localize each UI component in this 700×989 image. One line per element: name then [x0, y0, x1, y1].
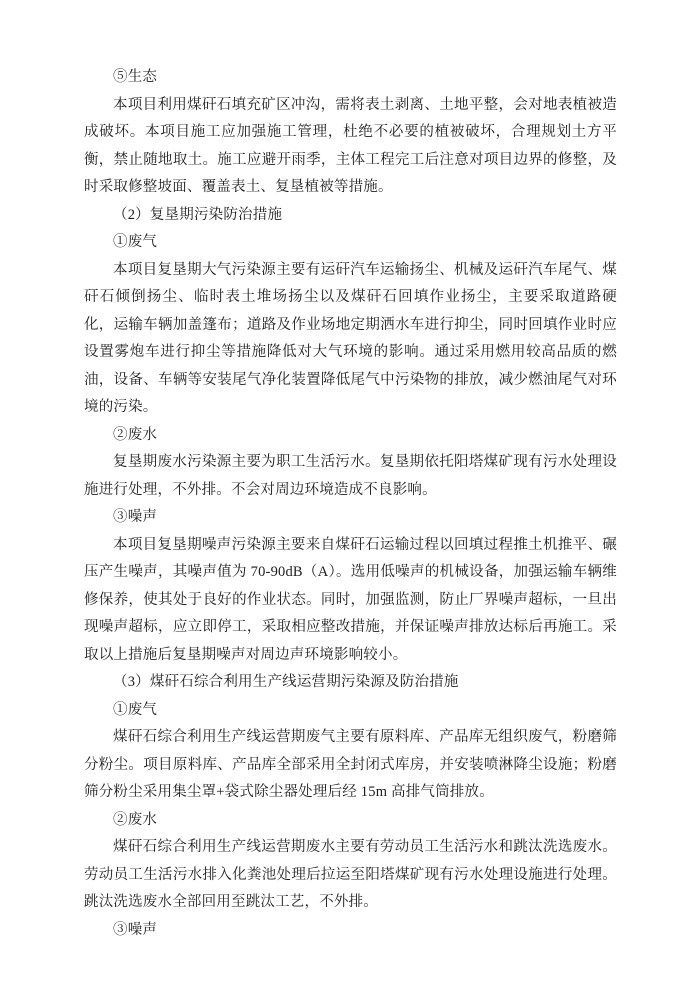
paragraph-waste-water-1: 复垦期废水污染源主要为职工生活污水。复垦期依托阳塔煤矿现有污水处理设施进行处理，不外排。不会对周边环境造成不良影响。 — [84, 454, 617, 498]
paragraph-waste-gas-2: 煤矸石综合利用生产线运营期废气主要有原料库、产品库无组织废气，粉磨筛分粉尘。项目原料库、产品库全部采用全封闭式库房，并安装喷淋降尘设施；粉磨筛分粉尘采用集尘罩+袋式除尘器处理后经 15m 高排气筒排放。 — [84, 729, 617, 800]
paragraph-noise-1: 本项目复垦期噪声污染源主要来自煤矸石运输过程以回填过程推土机推平、碾压产生噪声，其噪声值为 70-90dB（A）。选用低噪声的机械设备，加强运输车辆维修保养，使其处于良好的作业状态。同时，加强监测，防止厂界噪声超标，一旦出现噪声超标，应立即停工，采取相应整改措施，并保证噪声排放达标后再施工。采取以上措施后复垦期噪声对周边声环境影响较小。 — [84, 536, 617, 663]
item-heading-ecology: ⑤生态 — [113, 69, 158, 85]
item-heading-noise-2: ③噪声 — [113, 921, 158, 938]
item-heading-waste-gas-2: ①废气 — [113, 701, 158, 718]
paragraph-waste-water-2: 煤矸石综合利用生产线运营期废水主要有劳动员工生活污水和跳汰洗选废水。劳动员工生活污水排入化粪池处理后拉运至阳塔煤矿现有污水处理设施进行处理。跳汰洗选废水全部回用至跳汰工艺，不外排。 — [84, 839, 617, 910]
section-heading-reclamation: （2）复垦期污染防治措施 — [113, 206, 283, 223]
page-text-content — [84, 64, 617, 944]
paragraph-waste-gas-1: 本项目复垦期大气污染源主要有运矸汽车运输扬尘、机械及运矸汽车尾气、煤矸石倾倒扬尘、临时表土堆场扬尘以及煤矸石回填作业扬尘，主要采取道路硬 化，运输车辆加盖篷布；道路及作业场地定期洒水车进行抑尘，同时回填作业时应设置雾炮车进行抑尘等措施降低对大气环境的影响。通过采用燃用较高品质的燃油，设备、车辆等安装尾气净化装置降低尾气中污染物的排放，减少燃油尾气对环境的污染。 — [84, 261, 617, 415]
item-heading-waste-water-2: ②废水 — [113, 811, 158, 828]
item-heading-noise-1: ③噪声 — [113, 509, 158, 525]
item-heading-waste-gas-1: ①废气 — [113, 234, 158, 250]
section-heading-production-line: （3）煤矸石综合利用生产线运营期污染源及防治措施 — [113, 674, 459, 690]
paragraph-ecology-measures: 本项目利用煤矸石填充矿区冲沟，需将表土剥离、土地平整，会对地表植被造成破坏。本项目施工应加强施工管理，杜绝不必要的植被破坏，合理规划土方平衡，禁止随地取土。施工应避开雨季，主体工程完工后注意对项目边界的修整，及时采取修整坡面、覆盖表土、复垦植被等措施。 — [84, 96, 617, 195]
item-heading-waste-water-1: ②废水 — [113, 426, 158, 443]
